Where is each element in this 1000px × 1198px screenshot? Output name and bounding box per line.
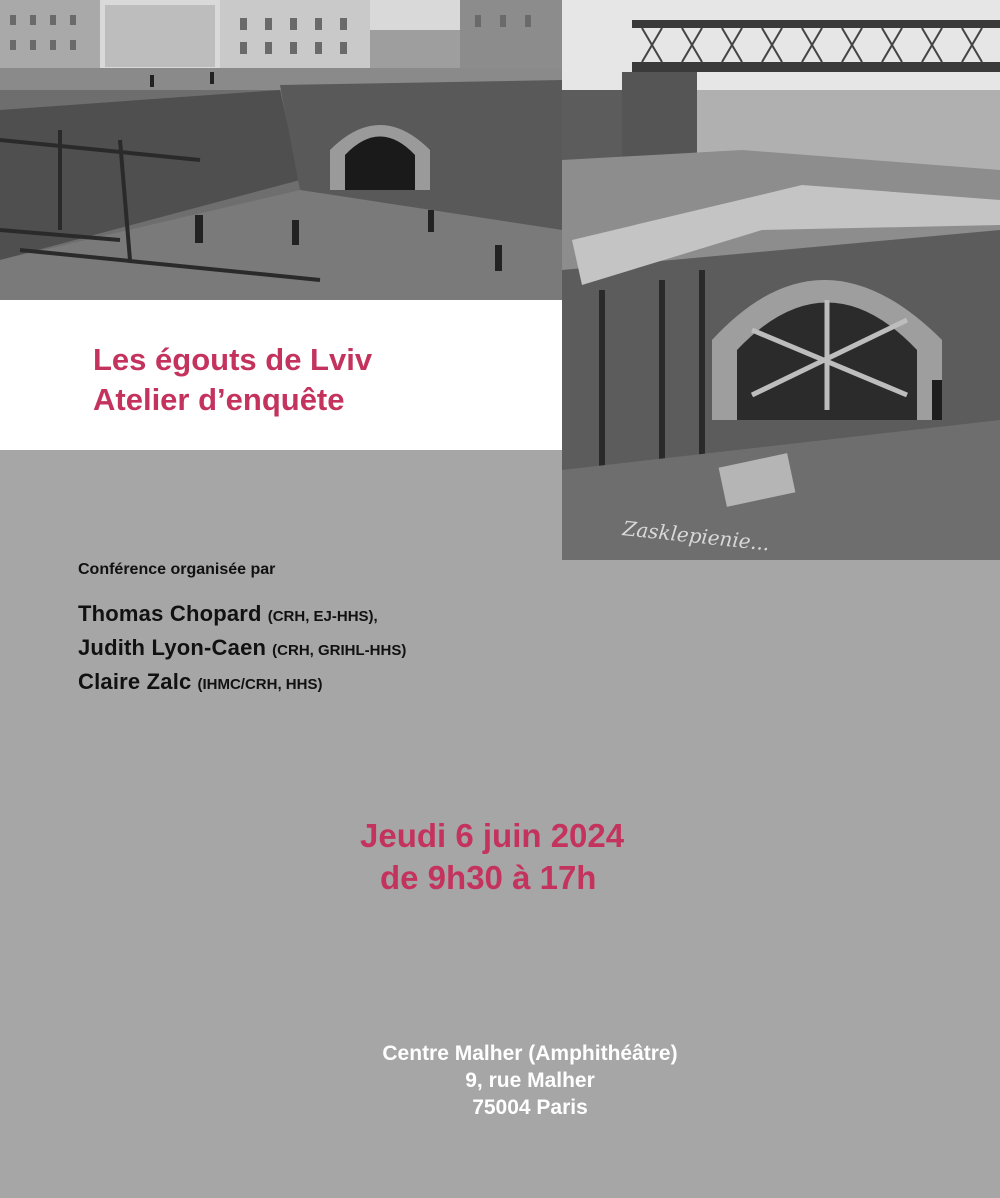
- organizer-affiliation: (IHMC/CRH, HHS): [197, 676, 323, 693]
- organizer-item: [78, 597, 406, 631]
- venue-place: Centre Malher (Amphithéâtre): [382, 1042, 678, 1065]
- organizer-name: Claire Zalc: [78, 669, 192, 694]
- venue-street: 9, rue Malher: [465, 1069, 595, 1092]
- event-hours: de 9h30 à 17h: [380, 859, 597, 896]
- organizer-affiliation: (CRH, EJ-HHS),: [267, 608, 378, 625]
- event-date: [360, 815, 624, 899]
- organizer-name: Judith Lyon-Caen: [78, 635, 267, 660]
- arch-construction-photo: [562, 0, 1000, 560]
- organizers-list: [78, 597, 406, 699]
- organizer-item: [78, 665, 406, 699]
- organizer-name: Thomas Chopard: [78, 601, 262, 626]
- event-day: Jeudi 6 juin 2024: [360, 817, 625, 854]
- photo-inscription: Zasklepienie...: [621, 516, 771, 556]
- title-line-1: Les égouts de Lviv: [93, 342, 373, 377]
- organizer-affiliation: (CRH, GRIHL-HHS): [272, 642, 407, 659]
- venue-city: 75004 Paris: [472, 1096, 588, 1119]
- event-venue: [280, 1040, 780, 1121]
- sewer-excavation-photo: [0, 0, 562, 300]
- organizer-item: [78, 631, 406, 665]
- title-line-2: Atelier d’enquête: [93, 382, 345, 417]
- event-title: [93, 340, 372, 420]
- organizers-label: Conférence organisée par: [78, 561, 276, 578]
